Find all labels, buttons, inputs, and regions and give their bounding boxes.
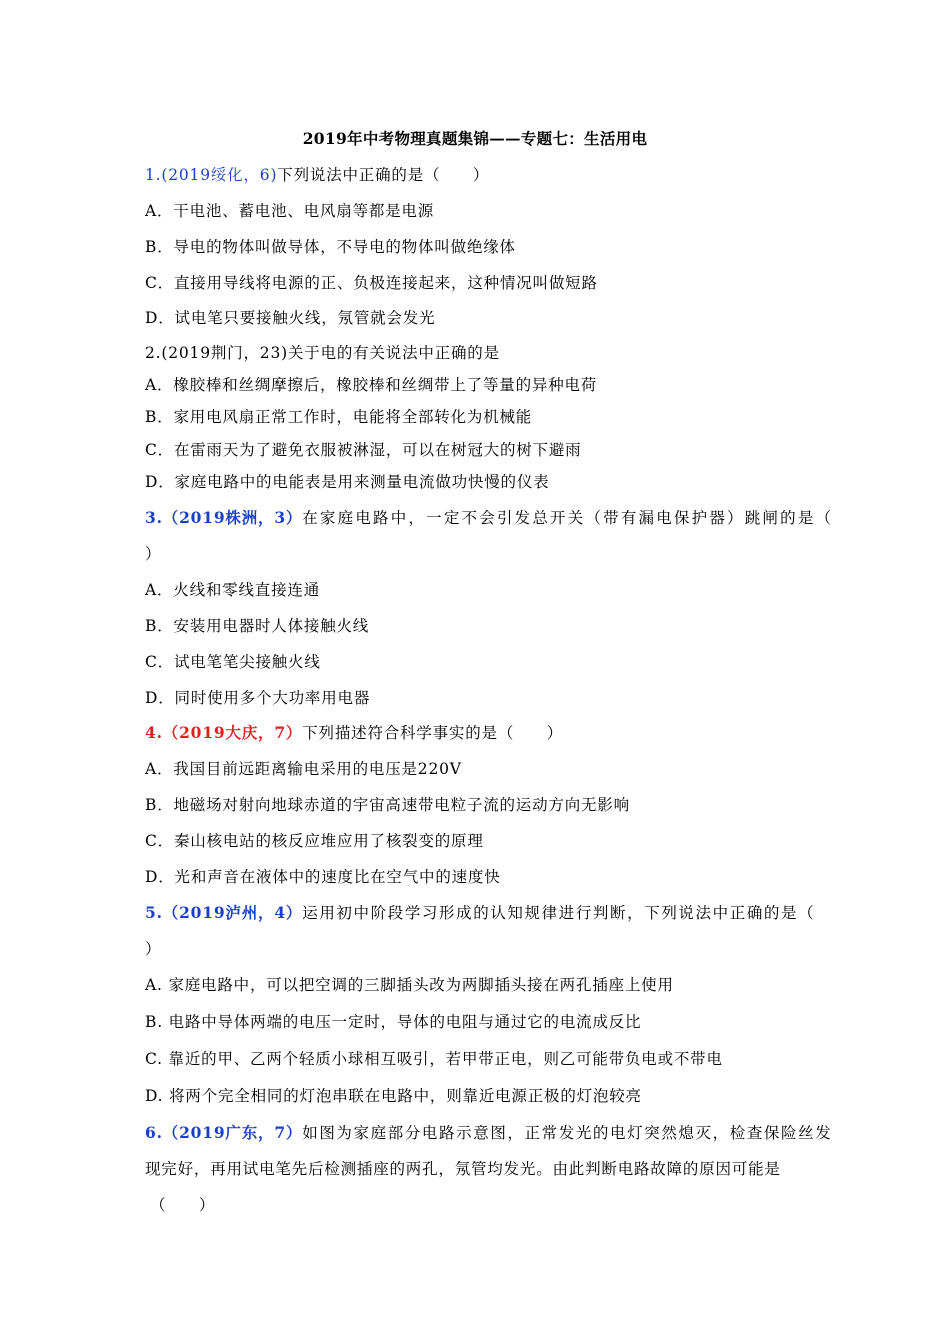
question-text: 在家庭电路中，一定不会引发总开关（带有漏电保护器）跳闸的是（ [302,509,834,527]
question-source: (2019绥化，6) [161,166,278,184]
question-4-stem [145,721,563,743]
question-text: 运用初中阶段学习形成的认知规律进行判断，下列说法中正确的是（ [302,904,816,922]
question-4-option-b: B．地磁场对射向地球赤道的宇宙高速带电粒子流的运动方向无影响 [145,796,630,814]
question-text: 下列说法中正确的是（ ） [277,166,490,184]
question-3-option-d: D．同时使用多个大功率用电器 [145,689,371,707]
question-source: (2019荆门，23) [161,344,288,362]
question-source: （2019大庆，7） [162,723,303,742]
question-number: 2. [145,344,162,362]
question-2-option-a: A．橡胶棒和丝绸摩擦后，橡胶棒和丝绸带上了等量的异种电荷 [145,376,598,394]
question-3-option-b: B．安装用电器时人体接触火线 [145,617,370,635]
question-6-stem-continued: 现完好，再用试电笔先后检测插座的两孔，氖管均发光。由此判断电路故障的原因可能是 [145,1160,781,1178]
question-3-option-c: C．试电笔笔尖接触火线 [145,653,321,671]
question-text: 关于电的有关说法中正确的是 [287,344,500,362]
question-4-option-c: C．秦山核电站的核反应堆应用了核裂变的原理 [145,832,484,850]
question-number: 5. [145,903,163,922]
question-number: 3. [145,508,163,527]
question-2-option-d: D．家庭电路中的电能表是用来测量电流做功快慢的仪表 [145,473,550,491]
question-source: （2019泸州，4） [162,903,303,922]
question-text: 下列描述符合科学事实的是（ ） [302,724,564,742]
question-4-option-a: A．我国目前远距离输电采用的电压是220V [145,760,462,778]
question-3-option-a: A．火线和零线直接连通 [145,581,320,599]
question-5-option-d: D. 将两个完全相同的灯泡串联在电路中，则靠近电源正极的灯泡较亮 [145,1087,642,1105]
question-number: 1. [145,166,162,184]
question-3-stem-continued: ） [145,545,162,563]
question-3-stem [145,506,833,528]
question-5-stem-continued: ） [145,940,162,958]
question-1-option-b: B．导电的物体叫做导体，不导电的物体叫做绝缘体 [145,238,516,256]
question-4-option-d: D．光和声音在液体中的速度比在空气中的速度快 [145,868,501,886]
question-text: 如图为家庭部分电路示意图，正常发光的电灯突然熄灭，检查保险丝发 [302,1124,833,1142]
question-2-option-b: B．家用电风扇正常工作时，电能将全部转化为机械能 [145,408,533,426]
question-2-option-c: C．在雷雨天为了避免衣服被淋湿，可以在树冠大的树下避雨 [145,441,582,459]
question-5-option-c: C. 靠近的甲、乙两个轻质小球相互吸引，若甲带正电，则乙可能带负电或不带电 [145,1050,723,1068]
question-number: 6. [145,1123,163,1142]
question-1-option-a: A．干电池、蓄电池、电风扇等都是电源 [145,202,435,220]
question-1-stem [145,163,489,185]
question-5-option-b: B. 电路中导体两端的电压一定时，导体的电阻与通过它的电流成反比 [145,1013,642,1031]
question-1-option-c: C．直接用导线将电源的正、负极连接起来，这种情况叫做短路 [145,274,598,292]
question-5-stem [145,901,815,923]
question-5-option-a: A. 家庭电路中，可以把空调的三脚插头改为两脚插头接在两孔插座上使用 [145,976,674,994]
question-6-answer-blank: （ ） [150,1196,216,1214]
question-source: （2019广东，7） [162,1123,303,1142]
question-source: （2019株洲，3） [162,508,303,527]
question-6-stem [145,1121,832,1143]
page-title: 2019年中考物理真题集锦——专题七：生活用电 [302,129,648,148]
question-1-option-d: D．试电笔只要接触火线，氖管就会发光 [145,309,436,327]
question-2-stem [145,341,500,363]
question-number: 4. [145,723,163,742]
